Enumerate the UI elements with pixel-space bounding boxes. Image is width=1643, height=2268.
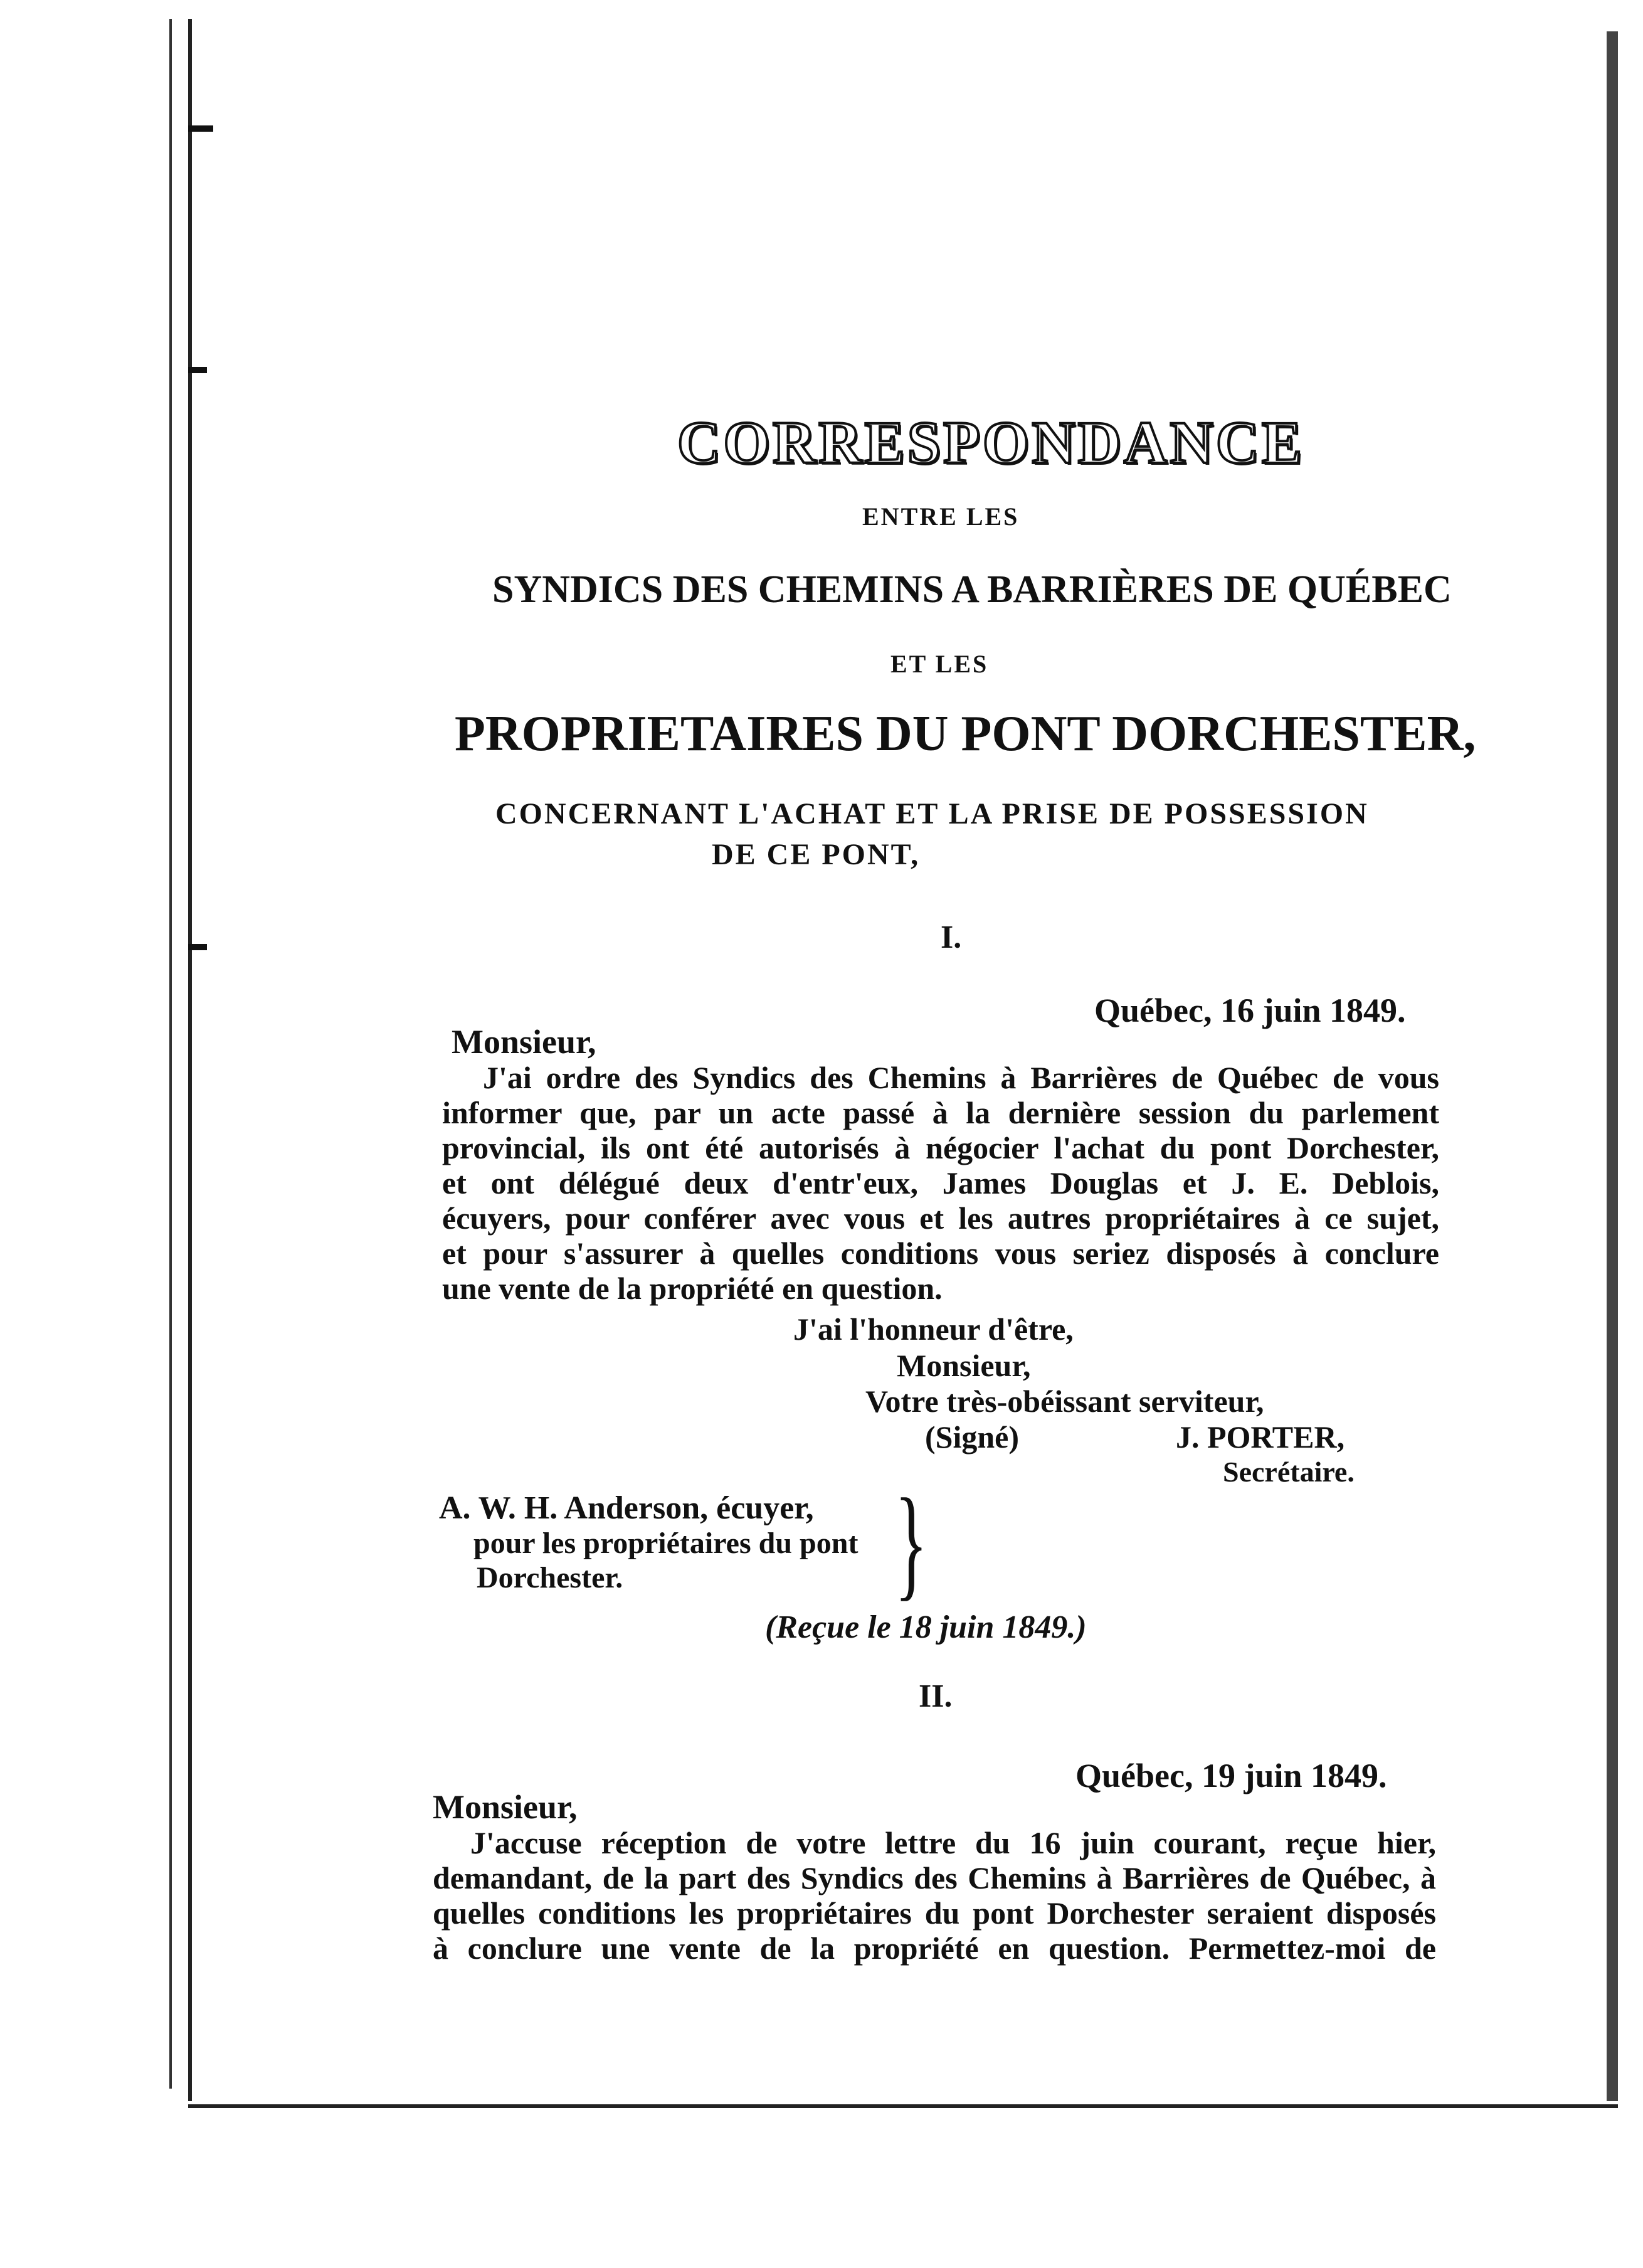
document-title: CORRESPONDANCE xyxy=(677,409,1305,476)
subtitle-syndics: SYNDICS DES CHEMINS A BARRIÈRES DE QUÉBEC xyxy=(492,568,1452,611)
closing-monsieur: Monsieur, xyxy=(897,1348,1031,1383)
subtitle-et-les: ET LES xyxy=(890,650,989,678)
binding-mark xyxy=(188,367,207,373)
signed-note: (Signé) xyxy=(925,1419,1019,1455)
letter-salutation: Monsieur, xyxy=(452,1023,596,1061)
letter-body xyxy=(442,1060,1439,1306)
subtitle-de-ce-pont: DE CE PONT, xyxy=(712,838,921,871)
letter-number: II. xyxy=(919,1678,953,1714)
signer-title: Secrétaire. xyxy=(1223,1456,1355,1488)
body-line: et ont délégué deux d'entr'eux, James Douglas et J. E. Deblois, xyxy=(442,1165,1439,1200)
closing-serviteur: Votre très-obéissant serviteur, xyxy=(865,1384,1264,1419)
binding-mark xyxy=(188,944,207,950)
signer-name: J. PORTER, xyxy=(1176,1419,1345,1455)
body-line: quelles conditions les propriétaires du pont Dorchester seraient disposés xyxy=(433,1895,1436,1931)
subtitle-proprietaires: PROPRIETAIRES DU PONT DORCHESTER, xyxy=(455,706,1476,761)
body-line: une vente de la propriété en question. xyxy=(442,1271,943,1306)
body-line: J'accuse réception de votre lettre du 16 juin courant, reçue hier, xyxy=(470,1825,1436,1860)
body-line: à conclure une vente de la propriété en question. Permettez-moi de xyxy=(433,1931,1436,1966)
addressee-line: Dorchester. xyxy=(477,1561,623,1594)
addressee-line: A. W. H. Anderson, écuyer, xyxy=(439,1490,814,1526)
binding-mark xyxy=(188,125,213,132)
addressee-brace: } xyxy=(894,1473,928,1612)
subtitle-entre-les: ENTRE LES xyxy=(862,502,1020,531)
body-line: J'ai ordre des Syndics des Chemins à Barrières de Québec de vous xyxy=(483,1060,1439,1095)
body-line: demandant, de la part des Syndics des Chemins à Barrières de Québec, à xyxy=(433,1860,1436,1895)
letter-body xyxy=(433,1825,1436,1966)
addressee-line: pour les propriétaires du pont xyxy=(473,1527,858,1560)
page-bottom-edge xyxy=(188,2104,1618,2108)
letter-number: I. xyxy=(941,919,962,955)
subtitle-concernant: CONCERNANT L'ACHAT ET LA PRISE DE POSSESSION xyxy=(495,797,1369,830)
page-right-edge xyxy=(1607,31,1618,2101)
body-line: provincial, ils ont été autorisés à négocier l'achat du pont Dorchester, xyxy=(442,1130,1439,1165)
body-line: et pour s'assurer à quelles conditions vous seriez disposés à conclure xyxy=(442,1236,1439,1271)
letter-date: Québec, 19 juin 1849. xyxy=(1075,1757,1387,1794)
body-line: écuyers, pour conférer avec vous et les autres propriétaires à ce sujet, xyxy=(442,1200,1439,1236)
closing-honneur: J'ai l'honneur d'être, xyxy=(793,1312,1074,1347)
letter-salutation: Monsieur, xyxy=(433,1788,578,1826)
facing-page-edge xyxy=(0,19,192,2101)
body-line: informer que, par un acte passé à la dernière session du parlement xyxy=(442,1095,1439,1130)
received-note: (Reçue le 18 juin 1849.) xyxy=(765,1609,1087,1645)
letter-date: Québec, 16 juin 1849. xyxy=(1094,992,1406,1029)
gutter-line xyxy=(169,19,177,2089)
